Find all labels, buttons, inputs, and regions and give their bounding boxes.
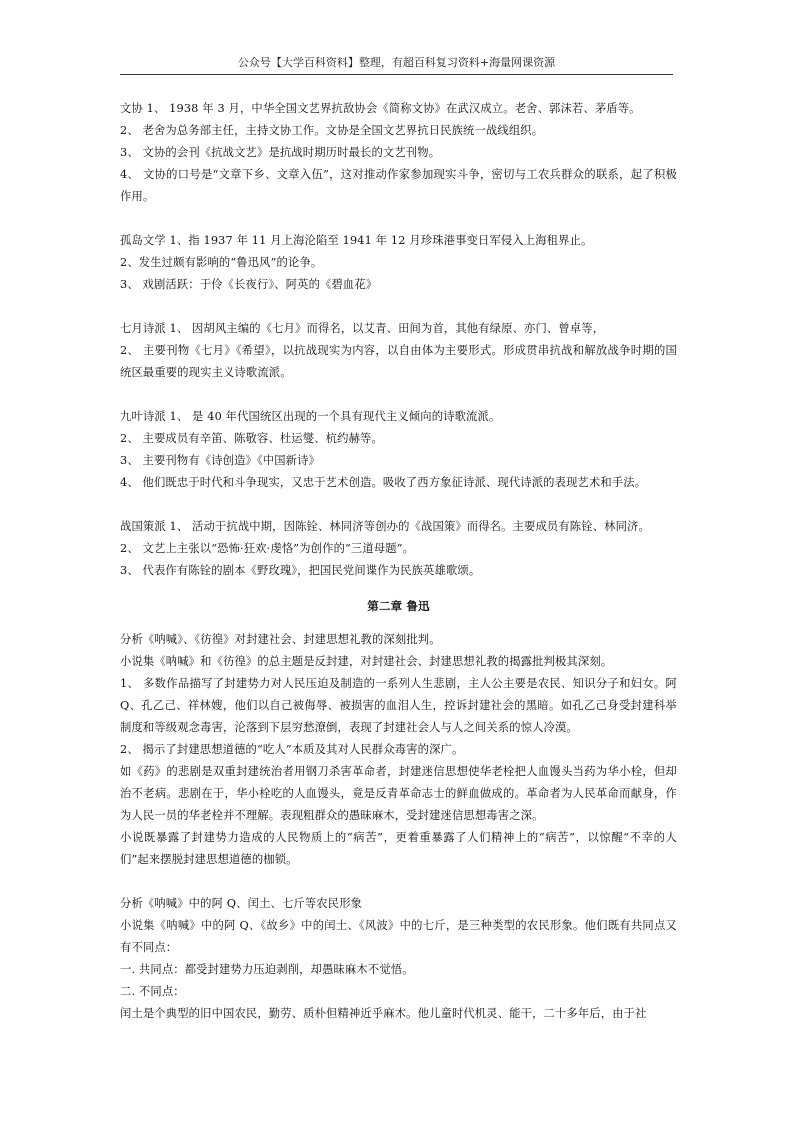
paragraph: 2、 主要刊物《七月》《希望》，以抗战现实为内容，以自由体为主要形式。形成贯串抗战和解放战争时期的国统区最重要的现实主义诗歌流派。 (120, 344, 677, 379)
paragraph: 2、 主要成员有辛笛、陈敬容、杜运燮、杭约赫等。 (120, 432, 383, 445)
paragraph: 3、 戏剧活跃：于伶《长夜行》、阿英的《碧血花》 (120, 278, 378, 291)
paragraph: 文协 1、 1938 年 3 月，中华全国文艺界抗敌协会《简称文协》在武汉成立。老舍、郭沫若、茅盾等。 (120, 102, 641, 115)
paragraph: 闰土是个典型的旧中国农民，勤劳、质朴但精神近乎麻木。他儿童时代机灵、能干，二十多年后，由于社 (120, 1007, 647, 1020)
paragraph: 分析《呐喊》中的阿 Q、闰土、七斤等农民形象 (120, 897, 363, 910)
paragraph: 孤岛文学 1、指 1937 年 11 月上海沦陷至 1941 年 12 月珍珠港事变日军侵入上海租界止。 (120, 234, 593, 247)
paragraph: 一. 共同点：都受封建势力压迫剥削，却愚昧麻木不觉悟。 (120, 963, 414, 976)
paragraph: 4、 他们既忠于时代和斗争现实，又忠于艺术创造。吸收了西方象征诗派、现代诗派的表现艺术和手法。 (120, 476, 647, 489)
paragraph: 小说既暴露了封建势力造成的人民物质上的“病苦”，更着重暴露了人们精神上的“病苦”，以惊醒“不幸的人们”起来摆脱封建思想道德的枷锁。 (120, 831, 677, 866)
paragraph: 七月诗派 1、 因胡风主编的《七月》而得名，以艾青、田间为首，其他有绿原、亦门、曾卓等， (120, 322, 605, 335)
paragraph: 3、 代表作有陈铨的剧本《野玫瑰》，把国民党间谍作为民族英雄歌颂。 (120, 564, 481, 577)
spacer (120, 871, 677, 893)
document-body (120, 98, 677, 1025)
paragraph: 如《药》的悲剧是双重封建统治者用钢刀杀害革命者，封建迷信思想使华老栓把人血馒头当药为华小栓，但却治不老病。悲剧在于，华小栓吃的人血馒头，竟是反青革命志士的鲜血做成的。革命者为人民革命而献身，作为人民一员的华老栓并不理解。表现粗群众的愚昧麻木，受封建迷信思想毒害之深。 (120, 765, 677, 822)
header-divider (120, 74, 673, 75)
spacer (120, 494, 677, 516)
section-nahan-critique (120, 629, 677, 871)
paragraph: 3、 文协的会刊《抗战文艺》是抗战时期历时最长的文艺刊物。 (120, 146, 441, 159)
section-qiyue (120, 318, 677, 384)
spacer (120, 208, 677, 230)
section-gudao (120, 230, 677, 296)
paragraph: 3、 主要刊物有《诗创造》《中国新诗》 (120, 454, 321, 467)
paragraph: 2、 文艺上主张以“恐怖·狂欢·虔恪”为创作的“三道母题”。 (120, 542, 415, 555)
paragraph: 4、 文协的口号是“文章下乡、文章入伍”，这对推动作家参加现实斗争，密切与工农兵群众的联系，起了积极作用。 (120, 168, 677, 203)
paragraph: 分析《呐喊》、《彷徨》对封建社会、封建思想礼教的深刻批判。 (120, 633, 441, 646)
paragraph: 2、 老舍为总务部主任，主持文协工作。文协是全国文艺界抗日民族统一战线组织。 (120, 124, 544, 137)
page-header: 公众号【大学百科资料】整理，有超百科复习资料+海量网课资源 (237, 56, 556, 69)
paragraph: 小说集《呐喊》中的阿 Q、《故乡》中的闰土、《风波》中的七斤，是三种类型的农民形象。他们既有共同点又有不同点： (120, 919, 677, 954)
paragraph: 2、 揭示了封建思想道德的“吃人”本质及其对人民群众毒害的深广。 (120, 743, 464, 756)
paragraph: 二. 不同点： (120, 985, 185, 998)
spacer (120, 384, 677, 406)
paragraph: 九叶诗派 1、 是 40 年代国统区出现的一个具有现代主义倾向的诗歌流派。 (120, 410, 501, 423)
chapter-title: 第二章 鲁迅 (367, 599, 430, 613)
section-zhanguoce (120, 516, 677, 582)
paragraph: 战国策派 1、 活动于抗战中期，因陈铨、林同济等创办的《战国策》而得名。主要成员有陈铨、林同济。 (120, 520, 650, 533)
section-peasant-images (120, 893, 677, 1025)
section-jiuye (120, 406, 677, 494)
spacer (120, 296, 677, 318)
section-wenxie (120, 98, 677, 208)
paragraph: 小说集《呐喊》和《彷徨》的总主题是反封建，对封建社会、封建思想礼教的揭露批判极其深刻。 (120, 655, 613, 668)
paragraph: 1、 多数作品描写了封建势力对人民压迫及制造的一系列人生悲剧，主人公主要是农民、知识分子和妇女。阿 Q、孔乙己、祥林嫂，他们以自己被侮辱、被损害的血泪人生，控诉封建社会的黑暗。如孔乙己身受封建科举制度和等级观念毒害，沦落到下层穷愁潦倒，表现了封建社会人与人之间关系的惊人冷漠。 (120, 677, 677, 734)
paragraph: 2、发生过颇有影响的“鲁迅风”的论争。 (120, 256, 323, 269)
